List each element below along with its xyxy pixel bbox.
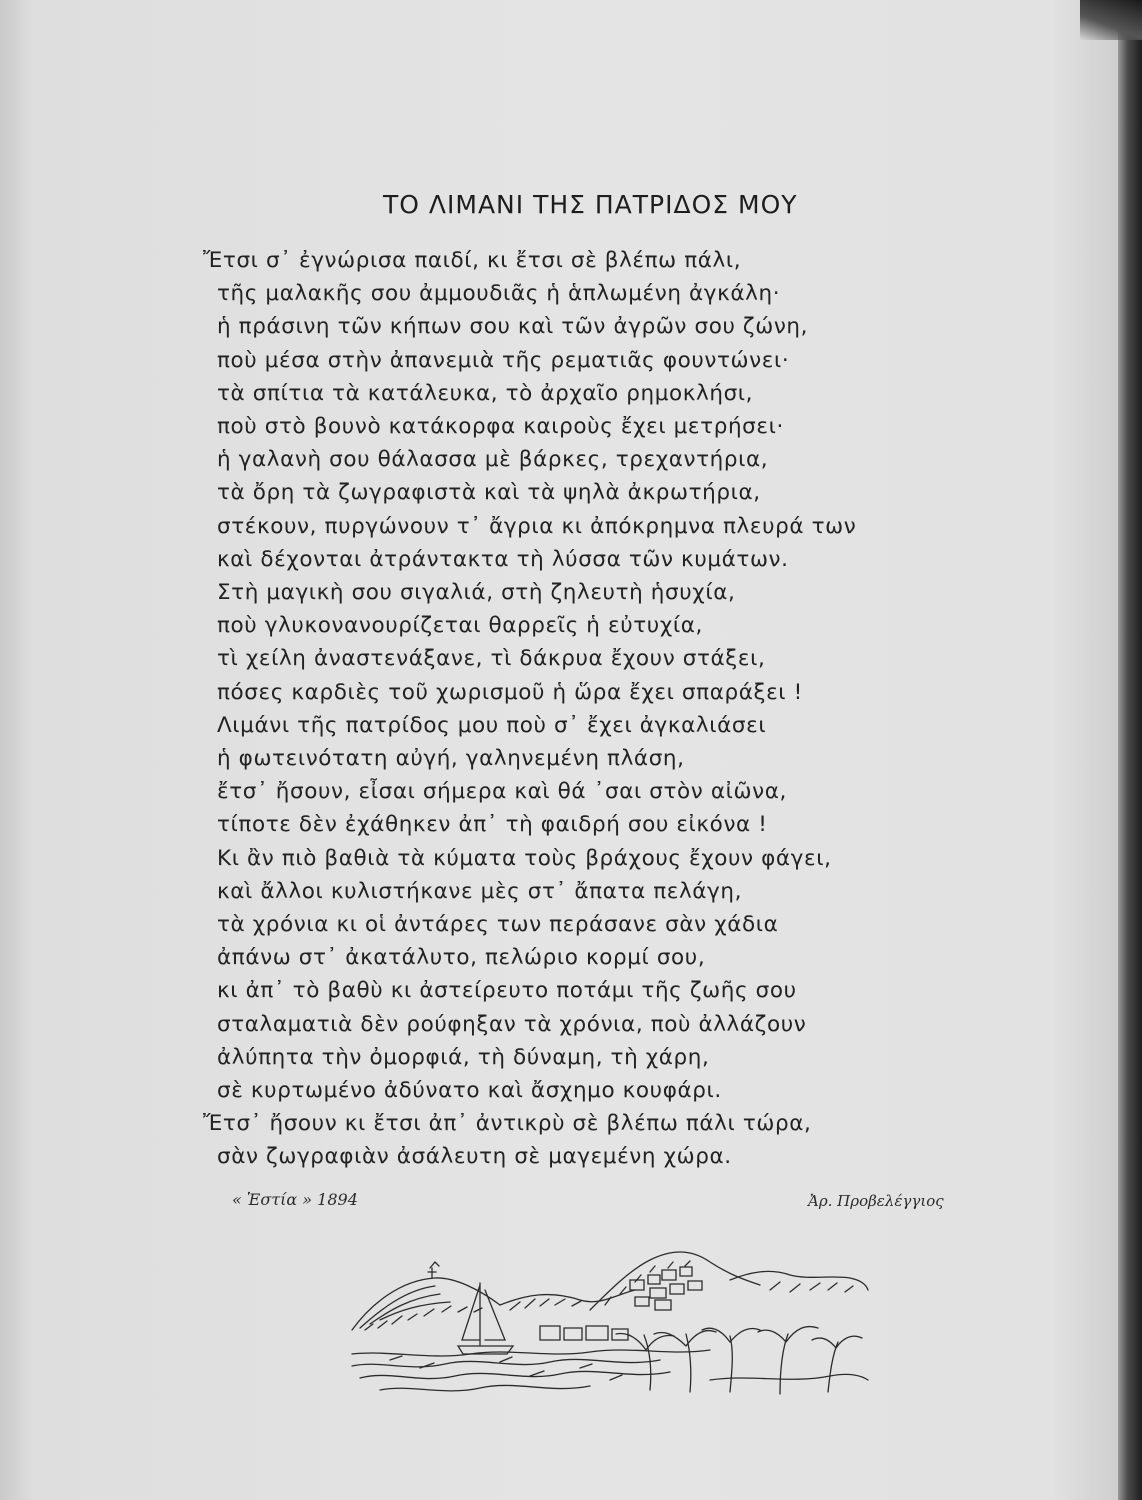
- poem-line: τὰ σπίτια τὰ κατάλευκα, τὸ ἀρχαῖο ρημοκλήσι,: [217, 380, 754, 406]
- poem-line: τὰ χρόνια κι οἱ ἀντάρες των περάσανε σὰν χάδια: [217, 912, 779, 938]
- book-spine-edge: [1118, 0, 1142, 1500]
- poem-line: ἡ γαλανὴ σου θάλασσα μὲ βάρκες, τρεχαντήρια,: [217, 447, 769, 473]
- poem-line: καὶ ἄλλοι κυλιστήκανε μὲς στ᾽ ἄπατα πελάγη,: [217, 878, 743, 904]
- poem-line: τὶ χείλη ἀναστενάξανε, τὶ δάκρυα ἔχουν στάξει,: [217, 646, 766, 672]
- poem-line: ἀλύπητα τὴν ὀμορφιά, τὴ δύναμη, τὴ χάρη,: [217, 1044, 710, 1070]
- poem-line: ἡ πράσινη τῶν κήπων σου καὶ τῶν ἀγρῶν σου ζώνη,: [217, 314, 809, 340]
- poem-line: ποὺ γλυκονανουρίζεται θαρρεῖς ἡ εὐτυχία,: [217, 613, 703, 639]
- harbor-landscape-icon: [350, 1250, 870, 1400]
- poem-line: τὰ ὄρη τὰ ζωγραφιστὰ καὶ τὰ ψηλὰ ἀκρωτήρια,: [217, 480, 761, 506]
- poem-line: ἔτσ᾽ ἤσουν, εἶσαι σήμερα καὶ θά ᾽σαι στὸν αἰῶνα,: [217, 779, 787, 805]
- poem-line: ἡ φωτεινότατη αὐγή, γαληνεμένη πλάση,: [217, 746, 685, 772]
- poem-body: [203, 244, 856, 1174]
- poem-line: Ἔτσ᾽ ἤσουν κι ἔτσι ἀπ᾽ ἀντικρὺ σὲ βλέπω πάλι τώρα,: [203, 1111, 812, 1137]
- poem-line: ποὺ στὸ βουνὸ κατάκορφα καιροὺς ἔχει μετρήσει·: [217, 414, 784, 440]
- poem-line: Στὴ μαγικὴ σου σιγαλιά, στὴ ζηλευτὴ ἡσυχία,: [217, 580, 736, 606]
- poem-line: πόσες καρδιὲς τοῦ χωρισμοῦ ἡ ὥρα ἔχει σπαράξει !: [217, 679, 803, 705]
- poem-line: κι ἀπ᾽ τὸ βαθὺ κι ἀστείρευτο ποτάμι τῆς ζωῆς σου: [217, 978, 797, 1004]
- poem-line: σὲ κυρτωμένο ἀδύνατο καὶ ἄσχημο κουφάρι.: [217, 1078, 722, 1104]
- poem-line: τίποτε δὲν ἐχάθηκεν ἀπ᾽ τὴ φαιδρή σου εἰκόνα !: [217, 812, 768, 838]
- poem-title: ΤΟ ΛΙΜΑΝΙ ΤΗΣ ΠΑΤΡΙΔΟΣ ΜΟΥ: [383, 190, 798, 219]
- poem-line: σταλαματιὰ δὲν ρούφηξαν τὰ χρόνια, ποὺ ἀλλάζουν: [217, 1011, 807, 1037]
- poem-line: στέκουν, πυργώνουν τ᾽ ἄγρια κι ἀπόκρημνα πλευρά των: [217, 513, 857, 539]
- poem-line: Ἔτσι σ᾽ ἐγνώρισα παιδί, κι ἔτσι σὲ βλέπω πάλι,: [203, 248, 742, 273]
- poem-line: Κι ἂν πιὸ βαθιὰ τὰ κύματα τοὺς βράχους ἔχουν φάγει,: [217, 845, 832, 871]
- poem-line: σὰν ζωγραφιὰν ἀσάλευτη σὲ μαγεμένη χώρα.: [217, 1144, 732, 1170]
- poem-line: ποὺ μέσα στὴν ἀπανεμιὰ τῆς ρεματιᾶς φουντώνει·: [217, 347, 790, 373]
- poem-line: τῆς μαλακῆς σου ἀμμουδιᾶς ἡ ἁπλωμένη ἀγκάλη·: [217, 281, 781, 307]
- book-cover-corner: [1080, 0, 1142, 40]
- poem-author: Ἀρ. Προβελέγγιος: [808, 1192, 944, 1210]
- poem-source: « Ἑστία » 1894: [232, 1190, 358, 1209]
- poem-line: Λιμάνι τῆς πατρίδος μου ποὺ σ᾽ ἔχει ἀγκαλιάσει: [217, 712, 767, 738]
- poem-line: ἀπάνω στ᾽ ἀκατάλυτο, πελώριο κορμί σου,: [217, 945, 706, 971]
- poem-line: καὶ δέχονται ἀτράντακτα τὴ λύσσα τῶν κυμάτων.: [217, 546, 789, 572]
